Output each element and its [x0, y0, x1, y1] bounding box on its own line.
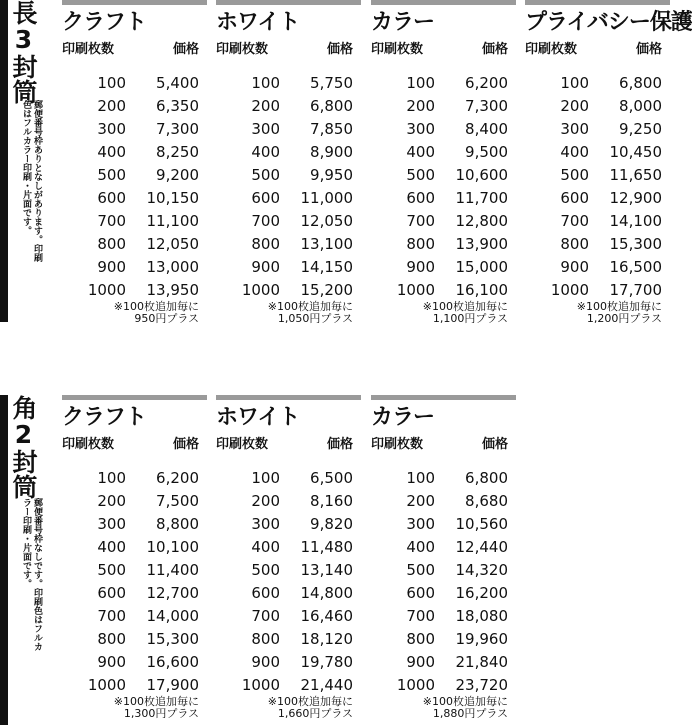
quantity-cell: 400 — [97, 143, 126, 161]
section-description: 郵便番号枠ありとなしがあります。印刷色はフルカラー印刷・片面です。 — [21, 100, 42, 262]
price-header: 価格 — [326, 437, 353, 452]
quantity-cell: 100 — [97, 74, 126, 92]
note-line-2: 1,880円プラス — [432, 707, 508, 720]
price-column — [525, 0, 692, 325]
section-bar — [0, 0, 8, 322]
price-row — [371, 187, 516, 210]
quantity-cell: 300 — [97, 515, 126, 533]
quantity-cell: 1000 — [87, 676, 126, 694]
quantity-cell: 900 — [97, 653, 126, 671]
price-row — [62, 467, 207, 490]
price-row — [525, 233, 670, 256]
price-cell: 10,600 — [455, 166, 508, 184]
price-cell: 6,350 — [156, 97, 199, 115]
price-row — [371, 490, 516, 513]
price-row — [216, 141, 361, 164]
price-row — [371, 256, 516, 279]
quantity-cell: 500 — [251, 166, 280, 184]
price-row — [216, 187, 361, 210]
column-title: クラフト — [62, 405, 147, 430]
price-row — [62, 256, 207, 279]
price-cell: 19,780 — [300, 653, 353, 671]
price-column — [371, 0, 516, 325]
price-cell: 5,400 — [156, 74, 199, 92]
quantity-cell: 600 — [560, 189, 589, 207]
price-cell: 15,300 — [609, 235, 662, 253]
price-row — [525, 210, 670, 233]
quantity-cell: 700 — [406, 212, 435, 230]
price-row — [216, 536, 361, 559]
note-line-1: ※100枚追加毎に — [113, 300, 199, 313]
price-row — [62, 490, 207, 513]
quantity-cell: 700 — [97, 212, 126, 230]
price-header: 価格 — [481, 42, 508, 57]
price-row — [371, 118, 516, 141]
quantity-cell: 100 — [406, 469, 435, 487]
quantity-cell: 600 — [406, 189, 435, 207]
column-rule — [371, 0, 516, 5]
quantity-cell: 700 — [97, 607, 126, 625]
price-row — [371, 210, 516, 233]
column-title: カラー — [371, 405, 435, 430]
price-row — [525, 95, 670, 118]
quantity-cell: 200 — [560, 97, 589, 115]
price-cell: 8,680 — [465, 492, 508, 510]
price-row — [216, 628, 361, 651]
additional-note — [525, 301, 670, 325]
quantity-cell: 500 — [406, 561, 435, 579]
quantity-cell: 800 — [97, 235, 126, 253]
price-cell: 8,250 — [156, 143, 199, 161]
price-cell: 15,200 — [300, 281, 353, 299]
quantity-cell: 1000 — [550, 281, 589, 299]
quantity-cell: 600 — [97, 189, 126, 207]
additional-note — [371, 696, 516, 720]
price-cell: 9,500 — [465, 143, 508, 161]
price-row — [525, 256, 670, 279]
quantity-cell: 800 — [97, 630, 126, 648]
price-cell: 14,320 — [455, 561, 508, 579]
price-row — [371, 628, 516, 651]
quantity-cell: 200 — [406, 492, 435, 510]
section-description: 郵便番号枠なしです。印刷色はフルカラー印刷・片面です。 — [21, 498, 42, 651]
price-row — [525, 72, 670, 95]
price-row — [62, 651, 207, 674]
price-row — [216, 674, 361, 697]
price-cell: 6,800 — [310, 97, 353, 115]
section-bar — [0, 395, 8, 725]
price-row — [62, 628, 207, 651]
price-cell: 21,440 — [300, 676, 353, 694]
price-cell: 14,800 — [300, 584, 353, 602]
quantity-cell: 700 — [251, 607, 280, 625]
quantity-cell: 500 — [251, 561, 280, 579]
price-row — [371, 674, 516, 697]
quantity-cell: 100 — [251, 74, 280, 92]
qty-header: 印刷枚数 — [62, 42, 115, 57]
price-cell: 9,950 — [310, 166, 353, 184]
quantity-cell: 300 — [251, 120, 280, 138]
price-row — [62, 233, 207, 256]
additional-note — [371, 301, 516, 325]
quantity-cell: 200 — [406, 97, 435, 115]
envelope-section-naga3 — [0, 0, 692, 340]
quantity-cell: 1000 — [241, 281, 280, 299]
price-row — [62, 582, 207, 605]
quantity-cell: 800 — [251, 630, 280, 648]
qty-header: 印刷枚数 — [62, 437, 115, 452]
price-row — [371, 141, 516, 164]
price-column — [371, 395, 516, 720]
column-rule — [62, 0, 207, 5]
price-cell: 15,300 — [146, 630, 199, 648]
quantity-cell: 900 — [251, 258, 280, 276]
price-cell: 8,000 — [619, 97, 662, 115]
additional-note — [216, 301, 361, 325]
note-line-1: ※100枚追加毎に — [267, 695, 353, 708]
price-row — [216, 279, 361, 302]
price-cell: 13,000 — [146, 258, 199, 276]
price-row — [216, 490, 361, 513]
price-cell: 6,800 — [619, 74, 662, 92]
price-cell: 13,950 — [146, 281, 199, 299]
quantity-cell: 400 — [251, 538, 280, 556]
quantity-cell: 800 — [560, 235, 589, 253]
price-header: 価格 — [172, 42, 199, 57]
column-title: プライバシー保護 — [525, 10, 692, 35]
price-row — [371, 72, 516, 95]
note-line-2: 1,100円プラス — [432, 312, 508, 325]
price-row — [371, 536, 516, 559]
column-subheader — [371, 40, 516, 60]
quantity-cell: 200 — [97, 97, 126, 115]
price-row — [216, 95, 361, 118]
price-row — [371, 164, 516, 187]
price-cell: 11,650 — [609, 166, 662, 184]
price-header: 価格 — [326, 42, 353, 57]
price-cell: 8,800 — [156, 515, 199, 533]
column-rule — [62, 395, 207, 400]
price-cell: 14,150 — [300, 258, 353, 276]
quantity-cell: 300 — [97, 120, 126, 138]
note-line-2: 1,050円プラス — [277, 312, 353, 325]
price-row — [62, 559, 207, 582]
column-subheader — [216, 435, 361, 455]
quantity-cell: 200 — [97, 492, 126, 510]
price-cell: 12,700 — [146, 584, 199, 602]
column-title: ホワイト — [216, 405, 300, 430]
price-row — [216, 651, 361, 674]
price-cell: 14,100 — [609, 212, 662, 230]
price-row — [216, 210, 361, 233]
price-cell: 16,500 — [609, 258, 662, 276]
price-row — [62, 513, 207, 536]
note-line-2: 950円プラス — [134, 312, 199, 325]
price-row — [371, 279, 516, 302]
additional-note — [216, 696, 361, 720]
quantity-cell: 300 — [406, 120, 435, 138]
column-rule — [216, 395, 361, 400]
price-cell: 17,900 — [146, 676, 199, 694]
quantity-cell: 700 — [560, 212, 589, 230]
price-row — [62, 118, 207, 141]
price-column — [216, 0, 361, 325]
quantity-cell: 800 — [406, 235, 435, 253]
price-cell: 12,440 — [455, 538, 508, 556]
price-column — [216, 395, 361, 720]
price-cell: 10,450 — [609, 143, 662, 161]
price-cell: 12,050 — [146, 235, 199, 253]
price-cell: 12,900 — [609, 189, 662, 207]
note-line-1: ※100枚追加毎に — [576, 300, 662, 313]
quantity-cell: 600 — [251, 189, 280, 207]
price-cell: 11,700 — [455, 189, 508, 207]
price-cell: 18,080 — [455, 607, 508, 625]
price-row — [371, 559, 516, 582]
price-row — [216, 559, 361, 582]
price-cell: 7,500 — [156, 492, 199, 510]
column-subheader — [62, 435, 207, 455]
quantity-cell: 300 — [251, 515, 280, 533]
price-cell: 6,500 — [310, 469, 353, 487]
quantity-cell: 900 — [406, 653, 435, 671]
price-cell: 5,750 — [310, 74, 353, 92]
price-cell: 9,820 — [310, 515, 353, 533]
price-row — [62, 187, 207, 210]
price-cell: 7,850 — [310, 120, 353, 138]
price-cell: 7,300 — [156, 120, 199, 138]
column-title: クラフト — [62, 10, 147, 35]
quantity-cell: 400 — [97, 538, 126, 556]
quantity-cell: 1000 — [396, 281, 435, 299]
quantity-cell: 1000 — [87, 281, 126, 299]
quantity-cell: 500 — [406, 166, 435, 184]
quantity-cell: 600 — [251, 584, 280, 602]
price-row — [525, 279, 670, 302]
qty-header: 印刷枚数 — [216, 437, 269, 452]
price-header: 価格 — [635, 42, 662, 57]
quantity-cell: 400 — [560, 143, 589, 161]
price-cell: 18,120 — [300, 630, 353, 648]
quantity-cell: 800 — [251, 235, 280, 253]
price-row — [216, 72, 361, 95]
price-column — [62, 395, 207, 720]
price-row — [371, 605, 516, 628]
price-row — [216, 118, 361, 141]
price-cell: 8,400 — [465, 120, 508, 138]
qty-header: 印刷枚数 — [371, 42, 424, 57]
price-row — [371, 651, 516, 674]
section-title: 長3封筒 — [9, 0, 38, 104]
price-cell: 16,460 — [300, 607, 353, 625]
price-row — [62, 95, 207, 118]
price-row — [371, 513, 516, 536]
quantity-cell: 600 — [97, 584, 126, 602]
quantity-cell: 700 — [251, 212, 280, 230]
note-line-2: 1,200円プラス — [586, 312, 662, 325]
price-row — [216, 513, 361, 536]
price-cell: 13,900 — [455, 235, 508, 253]
price-row — [371, 233, 516, 256]
additional-note — [62, 301, 207, 325]
price-cell: 9,200 — [156, 166, 199, 184]
price-row — [62, 674, 207, 697]
price-cell: 13,100 — [300, 235, 353, 253]
column-rule — [525, 0, 670, 5]
price-cell: 19,960 — [455, 630, 508, 648]
qty-header: 印刷枚数 — [371, 437, 424, 452]
quantity-cell: 900 — [560, 258, 589, 276]
envelope-section-kaku2 — [0, 395, 669, 725]
price-cell: 13,140 — [300, 561, 353, 579]
price-cell: 6,200 — [156, 469, 199, 487]
price-header: 価格 — [172, 437, 199, 452]
quantity-cell: 100 — [406, 74, 435, 92]
column-subheader — [371, 435, 516, 455]
quantity-cell: 400 — [406, 538, 435, 556]
quantity-cell: 900 — [251, 653, 280, 671]
note-line-1: ※100枚追加毎に — [267, 300, 353, 313]
quantity-cell: 500 — [97, 166, 126, 184]
price-cell: 8,900 — [310, 143, 353, 161]
quantity-cell: 600 — [406, 584, 435, 602]
note-line-2: 1,300円プラス — [123, 707, 199, 720]
quantity-cell: 1000 — [396, 676, 435, 694]
quantity-cell: 700 — [406, 607, 435, 625]
price-cell: 12,800 — [455, 212, 508, 230]
price-cell: 21,840 — [455, 653, 508, 671]
qty-header: 印刷枚数 — [216, 42, 269, 57]
price-cell: 16,600 — [146, 653, 199, 671]
price-row — [216, 256, 361, 279]
quantity-cell: 1000 — [241, 676, 280, 694]
column-subheader — [216, 40, 361, 60]
quantity-cell: 200 — [251, 97, 280, 115]
price-cell: 11,100 — [146, 212, 199, 230]
price-row — [62, 605, 207, 628]
price-row — [62, 72, 207, 95]
price-row — [216, 164, 361, 187]
price-cell: 7,300 — [465, 97, 508, 115]
note-line-1: ※100枚追加毎に — [422, 300, 508, 313]
quantity-cell: 500 — [97, 561, 126, 579]
section-title: 角2封筒 — [9, 395, 38, 499]
price-row — [371, 582, 516, 605]
price-row — [525, 141, 670, 164]
note-line-1: ※100枚追加毎に — [113, 695, 199, 708]
quantity-cell: 500 — [560, 166, 589, 184]
price-cell: 10,150 — [146, 189, 199, 207]
price-row — [62, 164, 207, 187]
price-column — [62, 0, 207, 325]
quantity-cell: 900 — [406, 258, 435, 276]
quantity-cell: 200 — [251, 492, 280, 510]
price-cell: 6,200 — [465, 74, 508, 92]
quantity-cell: 400 — [406, 143, 435, 161]
price-header: 価格 — [481, 437, 508, 452]
price-cell: 12,050 — [300, 212, 353, 230]
price-row — [216, 233, 361, 256]
price-row — [525, 164, 670, 187]
price-cell: 16,200 — [455, 584, 508, 602]
price-row — [525, 187, 670, 210]
price-row — [525, 118, 670, 141]
note-line-1: ※100枚追加毎に — [422, 695, 508, 708]
price-row — [62, 279, 207, 302]
price-cell: 11,400 — [146, 561, 199, 579]
quantity-cell: 100 — [97, 469, 126, 487]
quantity-cell: 100 — [251, 469, 280, 487]
price-cell: 17,700 — [609, 281, 662, 299]
price-row — [216, 467, 361, 490]
column-rule — [371, 395, 516, 400]
quantity-cell: 400 — [251, 143, 280, 161]
qty-header: 印刷枚数 — [525, 42, 578, 57]
price-cell: 9,250 — [619, 120, 662, 138]
price-cell: 10,560 — [455, 515, 508, 533]
price-cell: 23,720 — [455, 676, 508, 694]
quantity-cell: 300 — [560, 120, 589, 138]
price-cell: 10,100 — [146, 538, 199, 556]
price-cell: 8,160 — [310, 492, 353, 510]
note-line-2: 1,660円プラス — [277, 707, 353, 720]
column-title: カラー — [371, 10, 435, 35]
price-row — [62, 210, 207, 233]
price-cell: 11,000 — [300, 189, 353, 207]
price-row — [62, 536, 207, 559]
price-cell: 11,480 — [300, 538, 353, 556]
price-row — [216, 582, 361, 605]
quantity-cell: 100 — [560, 74, 589, 92]
price-row — [371, 95, 516, 118]
price-row — [62, 141, 207, 164]
column-title: ホワイト — [216, 10, 300, 35]
column-subheader — [525, 40, 670, 60]
price-cell: 15,000 — [455, 258, 508, 276]
quantity-cell: 900 — [97, 258, 126, 276]
price-row — [371, 467, 516, 490]
quantity-cell: 300 — [406, 515, 435, 533]
price-cell: 6,800 — [465, 469, 508, 487]
additional-note — [62, 696, 207, 720]
price-cell: 14,000 — [146, 607, 199, 625]
price-row — [216, 605, 361, 628]
column-rule — [216, 0, 361, 5]
column-subheader — [62, 40, 207, 60]
quantity-cell: 800 — [406, 630, 435, 648]
price-cell: 16,100 — [455, 281, 508, 299]
